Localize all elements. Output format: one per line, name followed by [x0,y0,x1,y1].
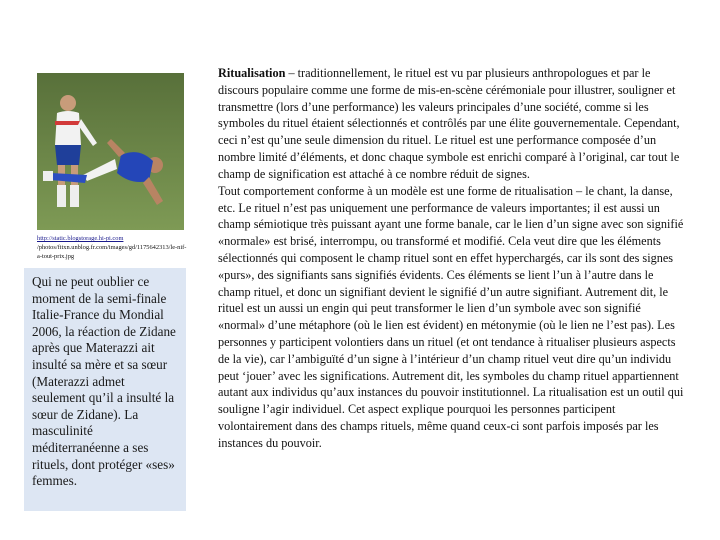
article-paragraph-1-text: – traditionnellement, le rituel est vu par plusieurs anthropologues et par le discours populaire comme une forme de mis-en-scène cérémoniale pour illustrer, souligner et transmettre (lors d’une performance) les valeurs principales d’une société, comme si les symboles du rituel étaient sélectionnés et contrôlés par une élite gouvernementale. Cependant, ceci n’est qu’une seule dimension du rituel. Le rituel est une performance composée d’un nombre limité d’éléments, et donc chaque symbole est enrichi comparé à l’original, car tout le champ de signification est attaché à ce nombre réduit de signes. [218,66,680,181]
article-paragraph-1 [218,65,688,183]
image-source-path: /photos/fitxn.unblog.fr.com/images/gd/1175642313/le-nif-a-tout-prix.jpg [37,244,187,260]
photo-caption: Qui ne peut oublier ce moment de la semi-finale Italie-France du Mondial 2006, la réaction de Zidane après que Materazzi ait insulté sa mère et sa sœur (Materazzi admet seulement qu’il a insulté la sœur de Zidane). La masculinité méditerranéenne a ses rituels, dont protéger «ses» femmes. [24,268,186,511]
football-photo-illustration [37,73,184,230]
article-paragraph-2: Tout comportement conforme à un modèle est une forme de ritualisation – le chant, la danse, etc. Le rituel n’est pas uniquement une performance de valeurs importantes; il est aussi un champ sémiotique très puissant ayant une forme banale, car le lien d’un signe avec son signifié «normale» est brisé, interrompu, ou transformé et modifié. Cela veut dire que les éléments sélectionnés qui composent le champ rituel sont en effet hyperchargés, car ils sont des signes «purs», des signifiants sans signifiés évidents. Ces éléments se lient l’un à l’autre dans le champ rituel, et donc un signifiant devient le signifié d’un autre signifiant. Autrement dit, le rituel est un aussi un engin qui peut transformer le lien d’un symbole avec son signifié «normal» d’une métaphore (où le lien est évident) en métonymie (où le lien ne l’est pas). Les personnes y participent volontiers dans un rituel (et ont tendance à ritualiser plusieurs aspects de la vie), car l’ambiguïté d’un signe à l’intérieur d’un champ rituel veut dire qu’un individu peut ‘jouer’ avec les significations. Autrement dit, les symboles du champ rituel appartiennent autant aux individus qu’aux instances du pouvoir institutionnel. La ritualisation est un outil qui souligne l’agir individuel. Cet aspect explique pourquoi les personnes participent volontairement dans des champs rituels, même quand ceux-ci sont parfois imposés par les instances du pouvoir. [218,183,684,450]
image-source-link[interactable] [37,234,187,261]
term-ritualisation: Ritualisation [218,66,286,80]
image-source-url[interactable]: http://static.blogstorage.hi-pi.com [37,235,124,242]
ritualisation-article [218,65,688,452]
football-photo [37,73,184,230]
